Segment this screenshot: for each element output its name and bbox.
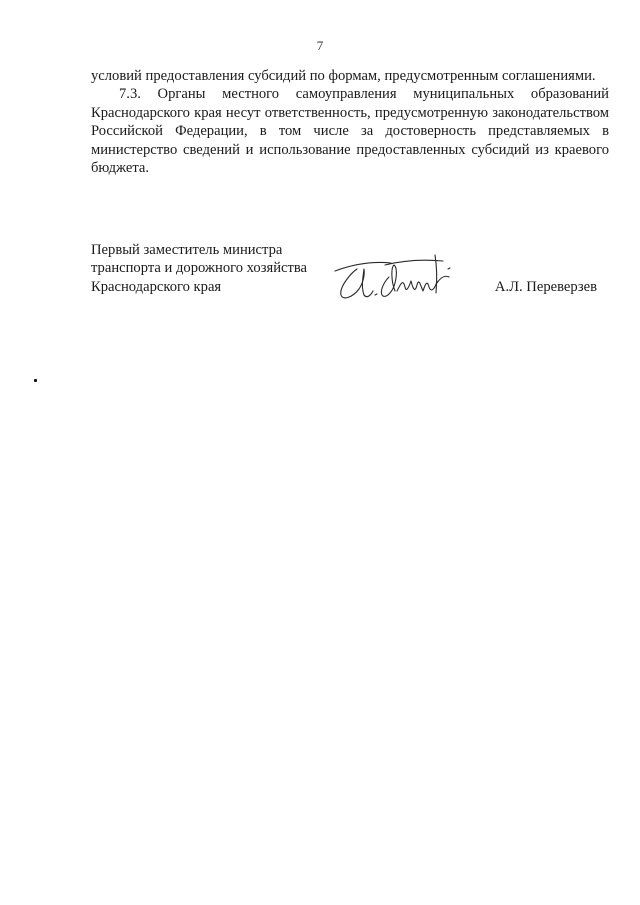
signatory-title-line: Первый заместитель министра xyxy=(91,242,283,258)
signatory-name: А.Л. Переверзев xyxy=(494,279,597,295)
paragraph-continuation: условий предоставления субсидий по формам, предусмотренным соглашениями. xyxy=(91,68,596,84)
document-body xyxy=(91,67,609,177)
paragraph-7-3: 7.3. Органы местного самоуправления муниципальных образований Краснодарского края несут ответственность, предусмотренную законодательством Российской Федерации, в том числе за достоверность представляемых в министерство сведений и использование предоставленных субсидий из краевого бюджета. xyxy=(91,86,609,177)
page-number: 7 xyxy=(316,38,324,53)
signatory-title-line: Краснодарского края xyxy=(91,278,222,295)
signatory-title-line: транспорта и дорожного хозяйства xyxy=(91,260,308,277)
scan-dot-mark xyxy=(34,379,37,382)
handwritten-signature xyxy=(331,247,461,303)
signatory-title xyxy=(91,241,307,296)
signature-block xyxy=(91,241,609,301)
